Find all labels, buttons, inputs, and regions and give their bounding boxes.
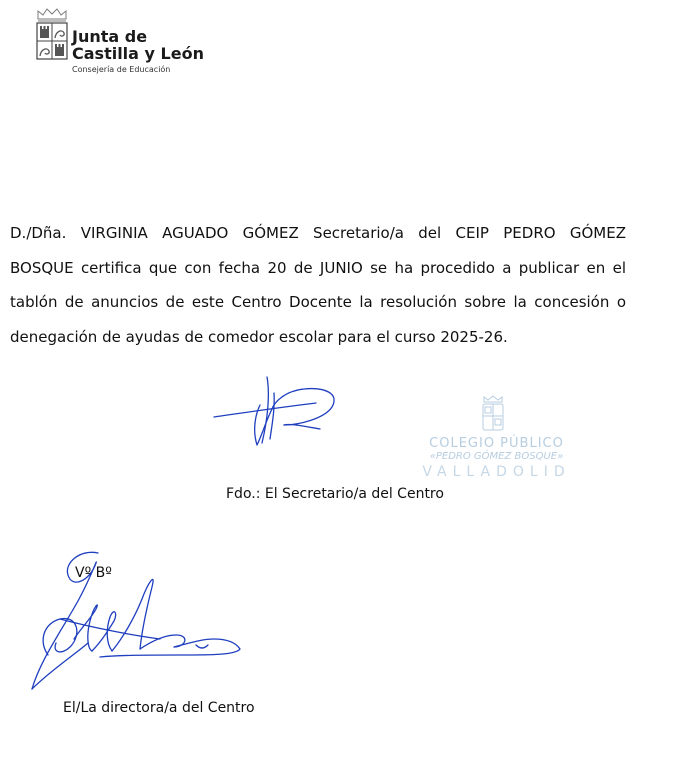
org-name-line1: Junta de <box>72 27 148 46</box>
letterhead <box>34 5 274 75</box>
org-name-line2: Castilla y León <box>72 44 204 63</box>
director-signature-caption: El/La directora/a del Centro <box>63 700 255 716</box>
stamp-text-line2: «PEDRO GÓMEZ BOSQUE» <box>429 451 564 462</box>
certificate-line-2: BOSQUE certifica que con fecha 20 de JUNIO se ha procedido a publicar en el <box>10 258 626 277</box>
director-signature <box>30 543 245 693</box>
certificate-line-4: denegación de ayudas de comedor escolar para el curso 2025-26. <box>10 327 508 346</box>
school-stamp <box>414 388 579 488</box>
approval-mark: Vº Bº <box>75 565 112 581</box>
certificate-line-1: D./Dña. VIRGINIA AGUADO GÓMEZ Secretario/a del CEIP PEDRO GÓMEZ <box>10 224 626 242</box>
certificate-text <box>10 216 626 354</box>
department-name: Consejería de Educación <box>72 65 171 74</box>
stamp-text-line3: VALLADOLID <box>422 464 571 480</box>
stamp-text-line1: COLEGIO PÚBLICO <box>429 436 564 451</box>
secretary-signature-caption: Fdo.: El Secretario/a del Centro <box>226 486 444 502</box>
coat-of-arms-logo <box>34 5 70 63</box>
certificate-line-3: tablón de anuncios de este Centro Docente la resolución sobre la concesión o <box>10 293 626 311</box>
secretary-signature <box>212 373 362 453</box>
stamp-coat-of-arms-icon <box>480 394 506 434</box>
